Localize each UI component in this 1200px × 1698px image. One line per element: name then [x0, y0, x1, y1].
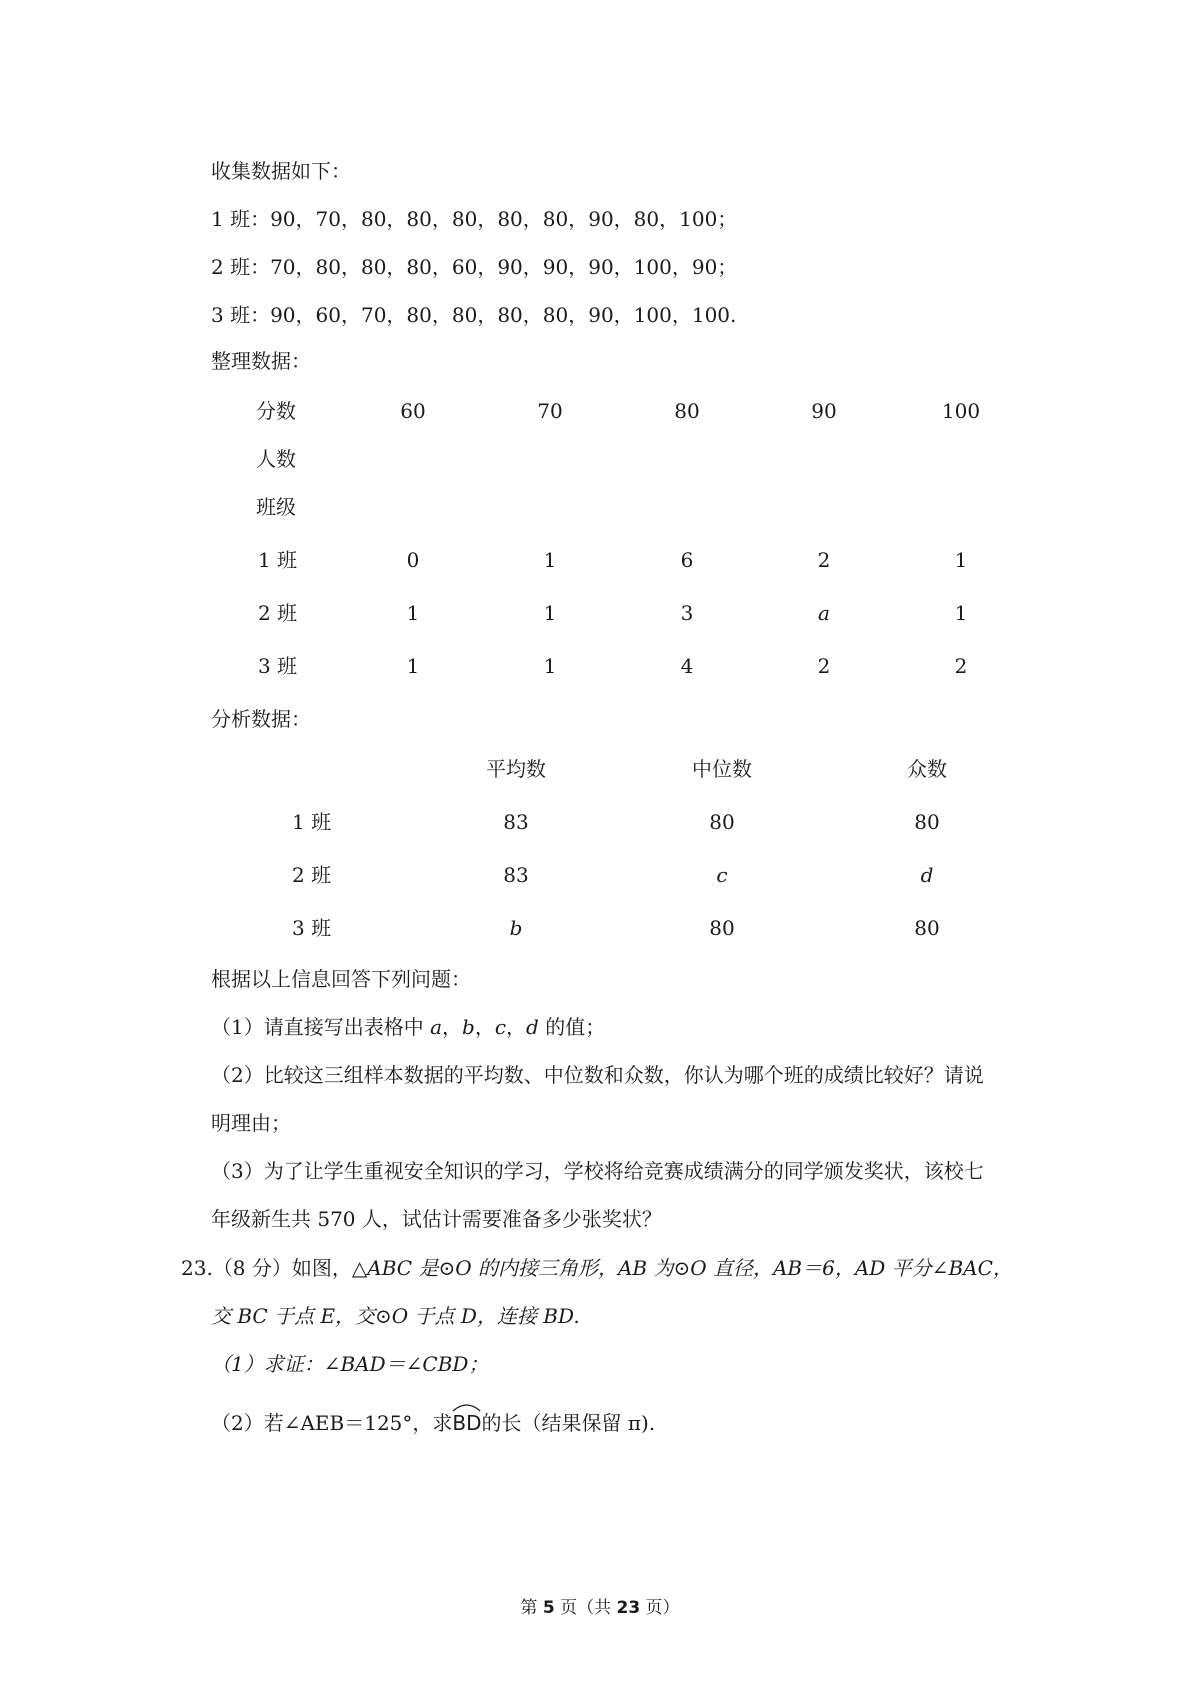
organize-row-label: 2 班 — [258, 601, 298, 625]
organize-cell: 1 — [406, 654, 420, 678]
page-number: 5 — [542, 1598, 555, 1618]
analyze-col-header: 众数 — [907, 757, 947, 781]
variable-c: c — [494, 1015, 507, 1039]
question-2-line-1: （2）比较这三组样本数据的平均数、中位数和众数，你认为哪个班的成绩比较好？请说 — [211, 1063, 984, 1087]
page-footer — [0, 1593, 1200, 1618]
organize-col-header: 60 — [400, 399, 426, 423]
analyze-row-label: 1 班 — [292, 810, 332, 834]
organize-col-header: 90 — [811, 399, 837, 423]
footer-middle: 页（共 — [554, 1598, 617, 1618]
organize-cell: 1 — [543, 548, 557, 572]
organize-cell: 6 — [680, 548, 694, 572]
variable-b: b — [462, 1015, 475, 1039]
problem-23-sub-2-prefix: （2）若∠AEB＝125°，求 — [211, 1411, 453, 1435]
problem-23-sub-1: （1）求证：∠BAD＝∠CBD； — [211, 1352, 489, 1376]
organize-row-label: 1 班 — [258, 548, 298, 572]
problem-points: （8 分）如图， — [212, 1256, 352, 1280]
question-1-suffix: 的值； — [538, 1015, 606, 1039]
footer-prefix: 第 — [520, 1598, 543, 1618]
collect-class-2: 2 班：70，80，80，80，60，90，90，90，100，90； — [211, 255, 738, 279]
analyze-cell: 83 — [503, 863, 529, 887]
analyze-col-header: 平均数 — [486, 757, 546, 781]
question-1: （1）请直接写出表格中 a，b，c，d 的值； — [211, 1015, 606, 1039]
problem-23-statement: △ABC 是⊙O 的内接三角形，AB 为⊙O 直径，AB＝6，AD 平分∠BAC， — [351, 1256, 1013, 1280]
organize-cell: 1 — [954, 601, 968, 625]
questions-intro: 根据以上信息回答下列问题： — [211, 967, 471, 991]
variable-d: d — [526, 1015, 539, 1039]
problem-23-sub-2 — [211, 1410, 655, 1436]
analyze-cell: 83 — [503, 810, 529, 834]
arc-mark-icon — [452, 1402, 481, 1412]
organize-cell: 2 — [817, 654, 831, 678]
organize-header-class: 班级 — [256, 495, 296, 519]
analyze-cell: 80 — [709, 916, 735, 940]
analyze-cell: b — [509, 916, 523, 940]
organize-cell: 4 — [680, 654, 694, 678]
footer-suffix: 页） — [640, 1598, 680, 1618]
organize-col-header: 70 — [537, 399, 563, 423]
collect-class-3: 3 班：90，60，70，80，80，80，80，90，100，100. — [211, 303, 737, 327]
problem-23-sub-2-suffix: 的长（结果保留 π). — [481, 1411, 656, 1435]
problem-number: 23. — [181, 1256, 213, 1280]
question-1-prefix: （1）请直接写出表格中 — [211, 1015, 431, 1039]
collect-heading: 收集数据如下： — [211, 159, 351, 183]
organize-col-header: 100 — [941, 399, 981, 423]
organize-cell: 1 — [954, 548, 968, 572]
question-3-line-2: 年级新生共 570 人，试估计需要准备多少张奖状？ — [211, 1207, 662, 1231]
problem-23-line-2: 交 BC 于点 E，交⊙O 于点 D，连接 BD. — [211, 1304, 580, 1328]
analyze-cell: 80 — [914, 916, 940, 940]
organize-row-label: 3 班 — [258, 654, 298, 678]
organize-heading: 整理数据： — [211, 349, 311, 373]
analyze-heading: 分析数据： — [211, 707, 311, 731]
organize-header-score: 分数 — [256, 399, 296, 423]
organize-col-header: 80 — [674, 399, 700, 423]
organize-cell: 3 — [680, 601, 694, 625]
variable-a: a — [430, 1015, 443, 1039]
organize-cell: 1 — [543, 654, 557, 678]
arc-bd — [452, 1410, 481, 1436]
analyze-cell: d — [920, 863, 934, 887]
organize-cell: a — [818, 601, 830, 625]
analyze-row-label: 2 班 — [292, 863, 332, 887]
question-2-line-2: 明理由； — [211, 1111, 291, 1135]
question-3-line-1: （3）为了让学生重视安全知识的学习，学校将给竞赛成绩满分的同学颁发奖状，该校七 — [211, 1159, 984, 1183]
analyze-cell: c — [716, 863, 728, 887]
organize-cell: 0 — [406, 548, 420, 572]
organize-cell: 2 — [954, 654, 968, 678]
collect-class-1: 1 班：90，70，80，80，80，80，80，90，80，100； — [211, 207, 738, 231]
problem-23-line-1 — [181, 1255, 1013, 1281]
organize-cell: 1 — [406, 601, 420, 625]
organize-cell: 2 — [817, 548, 831, 572]
arc-label: BD — [452, 1411, 482, 1435]
page-total: 23 — [616, 1598, 641, 1618]
organize-cell: 1 — [543, 601, 557, 625]
analyze-cell: 80 — [914, 810, 940, 834]
organize-header-count: 人数 — [256, 447, 296, 471]
analyze-cell: 80 — [709, 810, 735, 834]
analyze-col-header: 中位数 — [692, 757, 752, 781]
analyze-row-label: 3 班 — [292, 916, 332, 940]
